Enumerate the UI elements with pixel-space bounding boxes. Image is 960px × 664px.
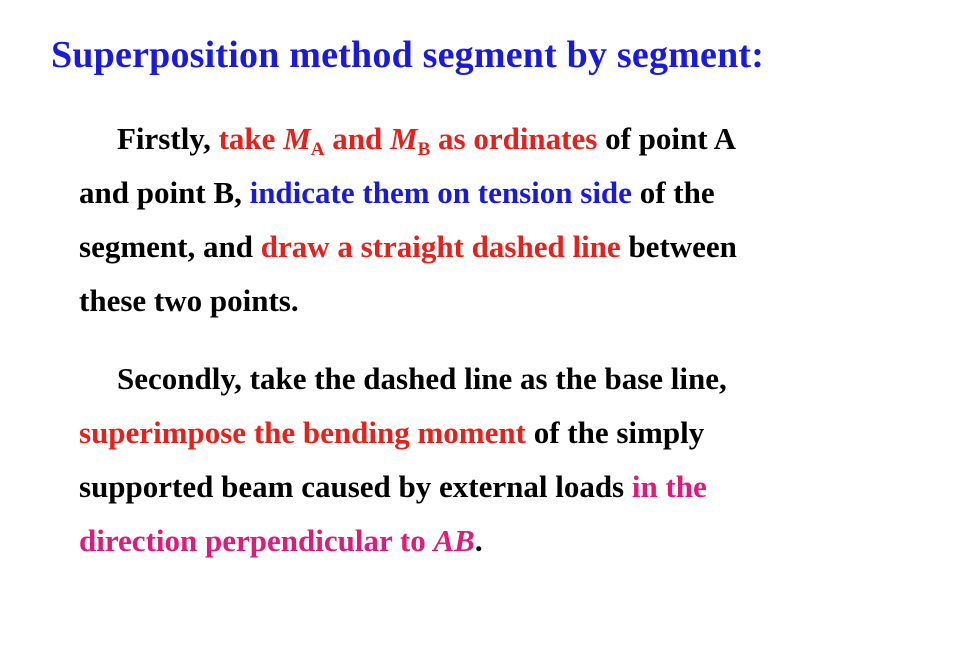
- paragraph-secondly: [79, 352, 879, 568]
- text-run: of the: [631, 175, 715, 210]
- text-run: and: [324, 121, 390, 156]
- paragraph-line: [79, 112, 879, 166]
- text-run: Firstly,: [117, 121, 219, 156]
- slide-title: Superposition method segment by segment:: [51, 34, 765, 76]
- text-run: of point A: [597, 121, 736, 156]
- highlight-red: [218, 121, 598, 160]
- symbol-m: M: [283, 121, 311, 156]
- highlight-magenta: in the: [631, 469, 707, 504]
- paragraph-firstly: [79, 112, 879, 328]
- subscript-b: B: [417, 139, 431, 160]
- subscript-a: A: [310, 139, 325, 160]
- text-run: as ordinates: [430, 121, 598, 156]
- text-run: take: [218, 121, 284, 156]
- highlight-red: draw a straight dashed line: [260, 229, 621, 264]
- highlight-red: superimpose the bending moment: [79, 415, 526, 450]
- text-run: and point B,: [79, 175, 250, 210]
- symbol-m: M: [389, 121, 418, 156]
- paragraph-line: [79, 220, 879, 274]
- symbol-ab: AB: [433, 523, 475, 558]
- paragraph-line: [79, 274, 879, 328]
- text-run: Secondly, take the dashed line as the base line,: [117, 361, 727, 396]
- text-run: .: [474, 523, 483, 558]
- paragraph-line: [79, 406, 879, 460]
- highlight-magenta: [79, 523, 475, 558]
- paragraph-line: [79, 166, 879, 220]
- paragraph-line: [79, 514, 879, 568]
- text-run: of the simply: [525, 415, 705, 450]
- paragraph-line: [79, 460, 879, 514]
- text-run: between: [620, 229, 737, 264]
- text-run: these two points.: [79, 283, 299, 318]
- text-run: segment, and: [79, 229, 261, 264]
- highlight-blue: indicate them on tension side: [249, 175, 632, 210]
- text-run: direction perpendicular to: [79, 523, 434, 558]
- text-run: supported beam caused by external loads: [79, 469, 632, 504]
- paragraph-line: [79, 352, 879, 406]
